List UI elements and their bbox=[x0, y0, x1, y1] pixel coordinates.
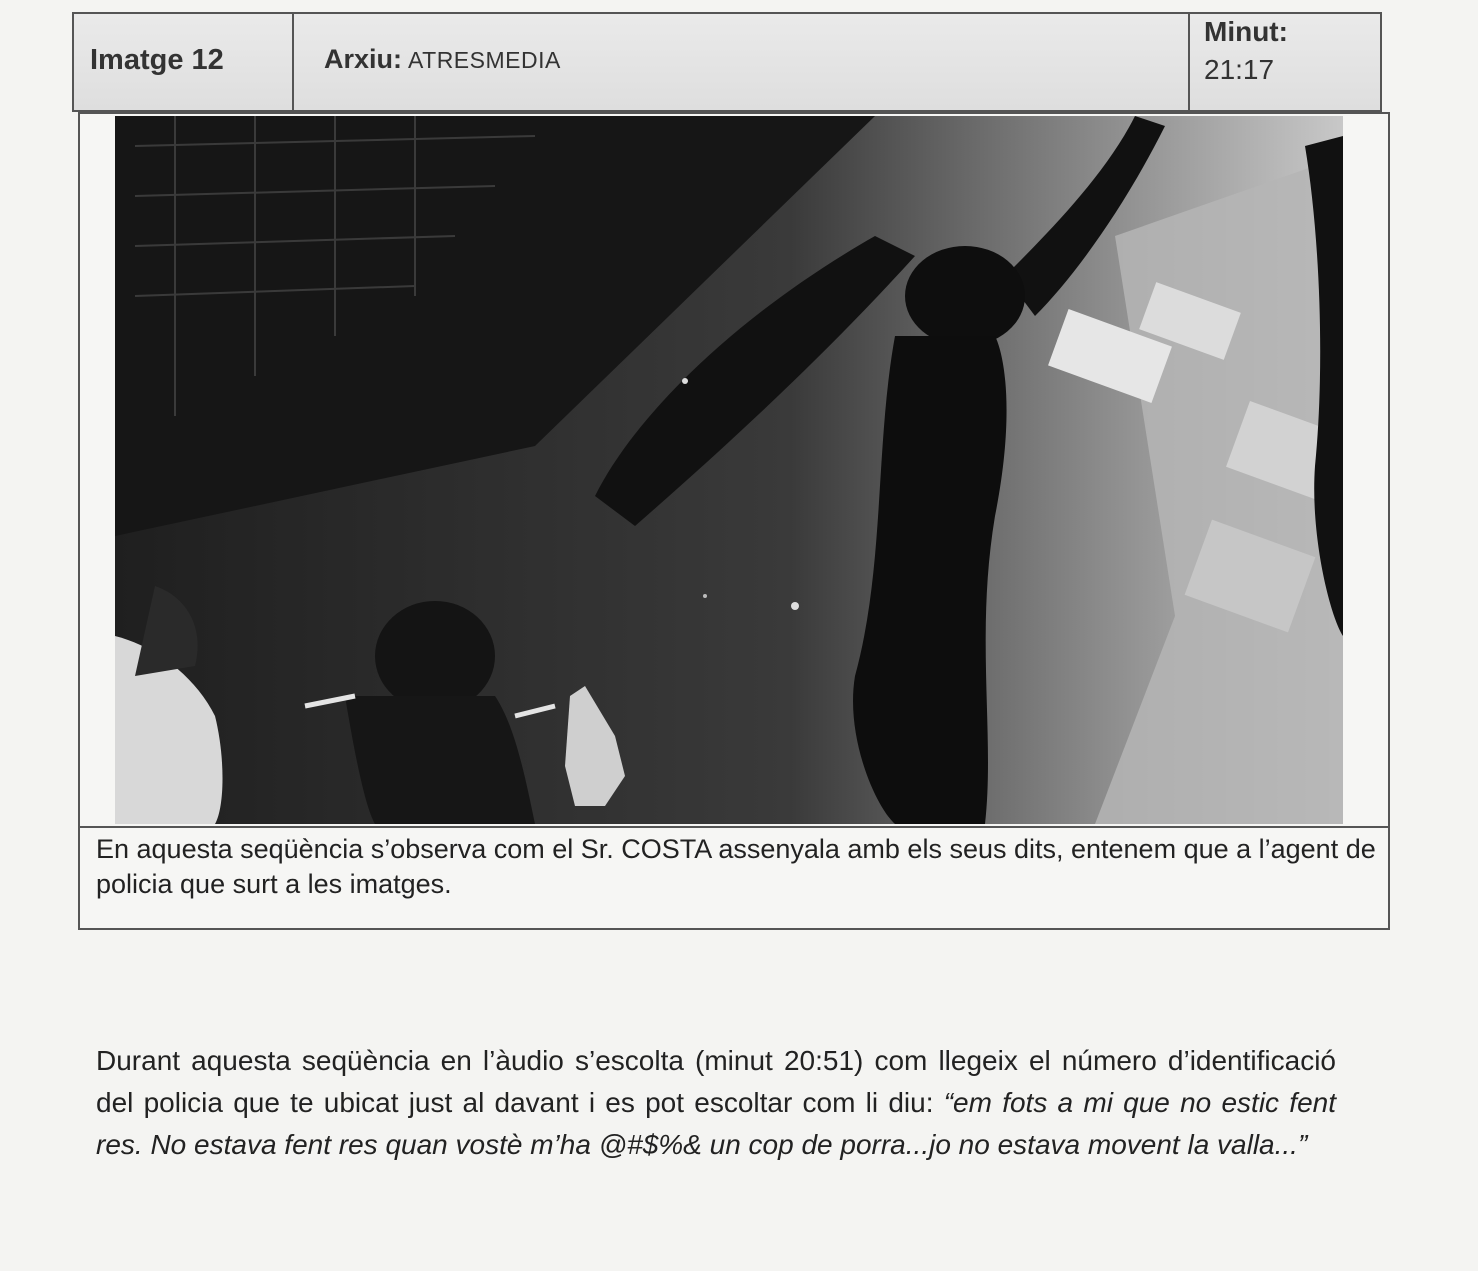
body-paragraph bbox=[96, 1040, 1336, 1166]
body-quote: “em fots a mi que no estic fent res. No estava fent res quan vostè m’ha @#$%& un cop de porra...jo no estava movent la valla...” bbox=[96, 1087, 1336, 1160]
image-number: Imatge 12 bbox=[90, 44, 224, 76]
archive-value: ATRESMEDIA bbox=[408, 47, 561, 73]
image-number-cell bbox=[74, 14, 294, 110]
body-intro: Durant aquesta seqüència en l’àudio s’escolta (minut 20:51) com llegeix el número d’identificació del policia que te ubicat just al davant i es pot escoltar com li diu: bbox=[96, 1045, 1336, 1118]
archive-field bbox=[324, 44, 561, 75]
image-header-table bbox=[72, 12, 1382, 112]
archive-label: Arxiu: bbox=[324, 44, 403, 74]
minute-value: 21:17 bbox=[1204, 54, 1275, 85]
image-caption: En aquesta seqüència s’observa com el Sr. COSTA assenyala amb els seus dits, entenem que a l’agent de policia que surt a les imatges. bbox=[96, 834, 1376, 899]
minute-cell bbox=[1190, 14, 1380, 110]
photo-illustration bbox=[115, 116, 1343, 824]
video-still-photo bbox=[115, 116, 1343, 824]
minute-label: Minut: bbox=[1204, 16, 1288, 47]
archive-cell bbox=[294, 14, 1190, 110]
